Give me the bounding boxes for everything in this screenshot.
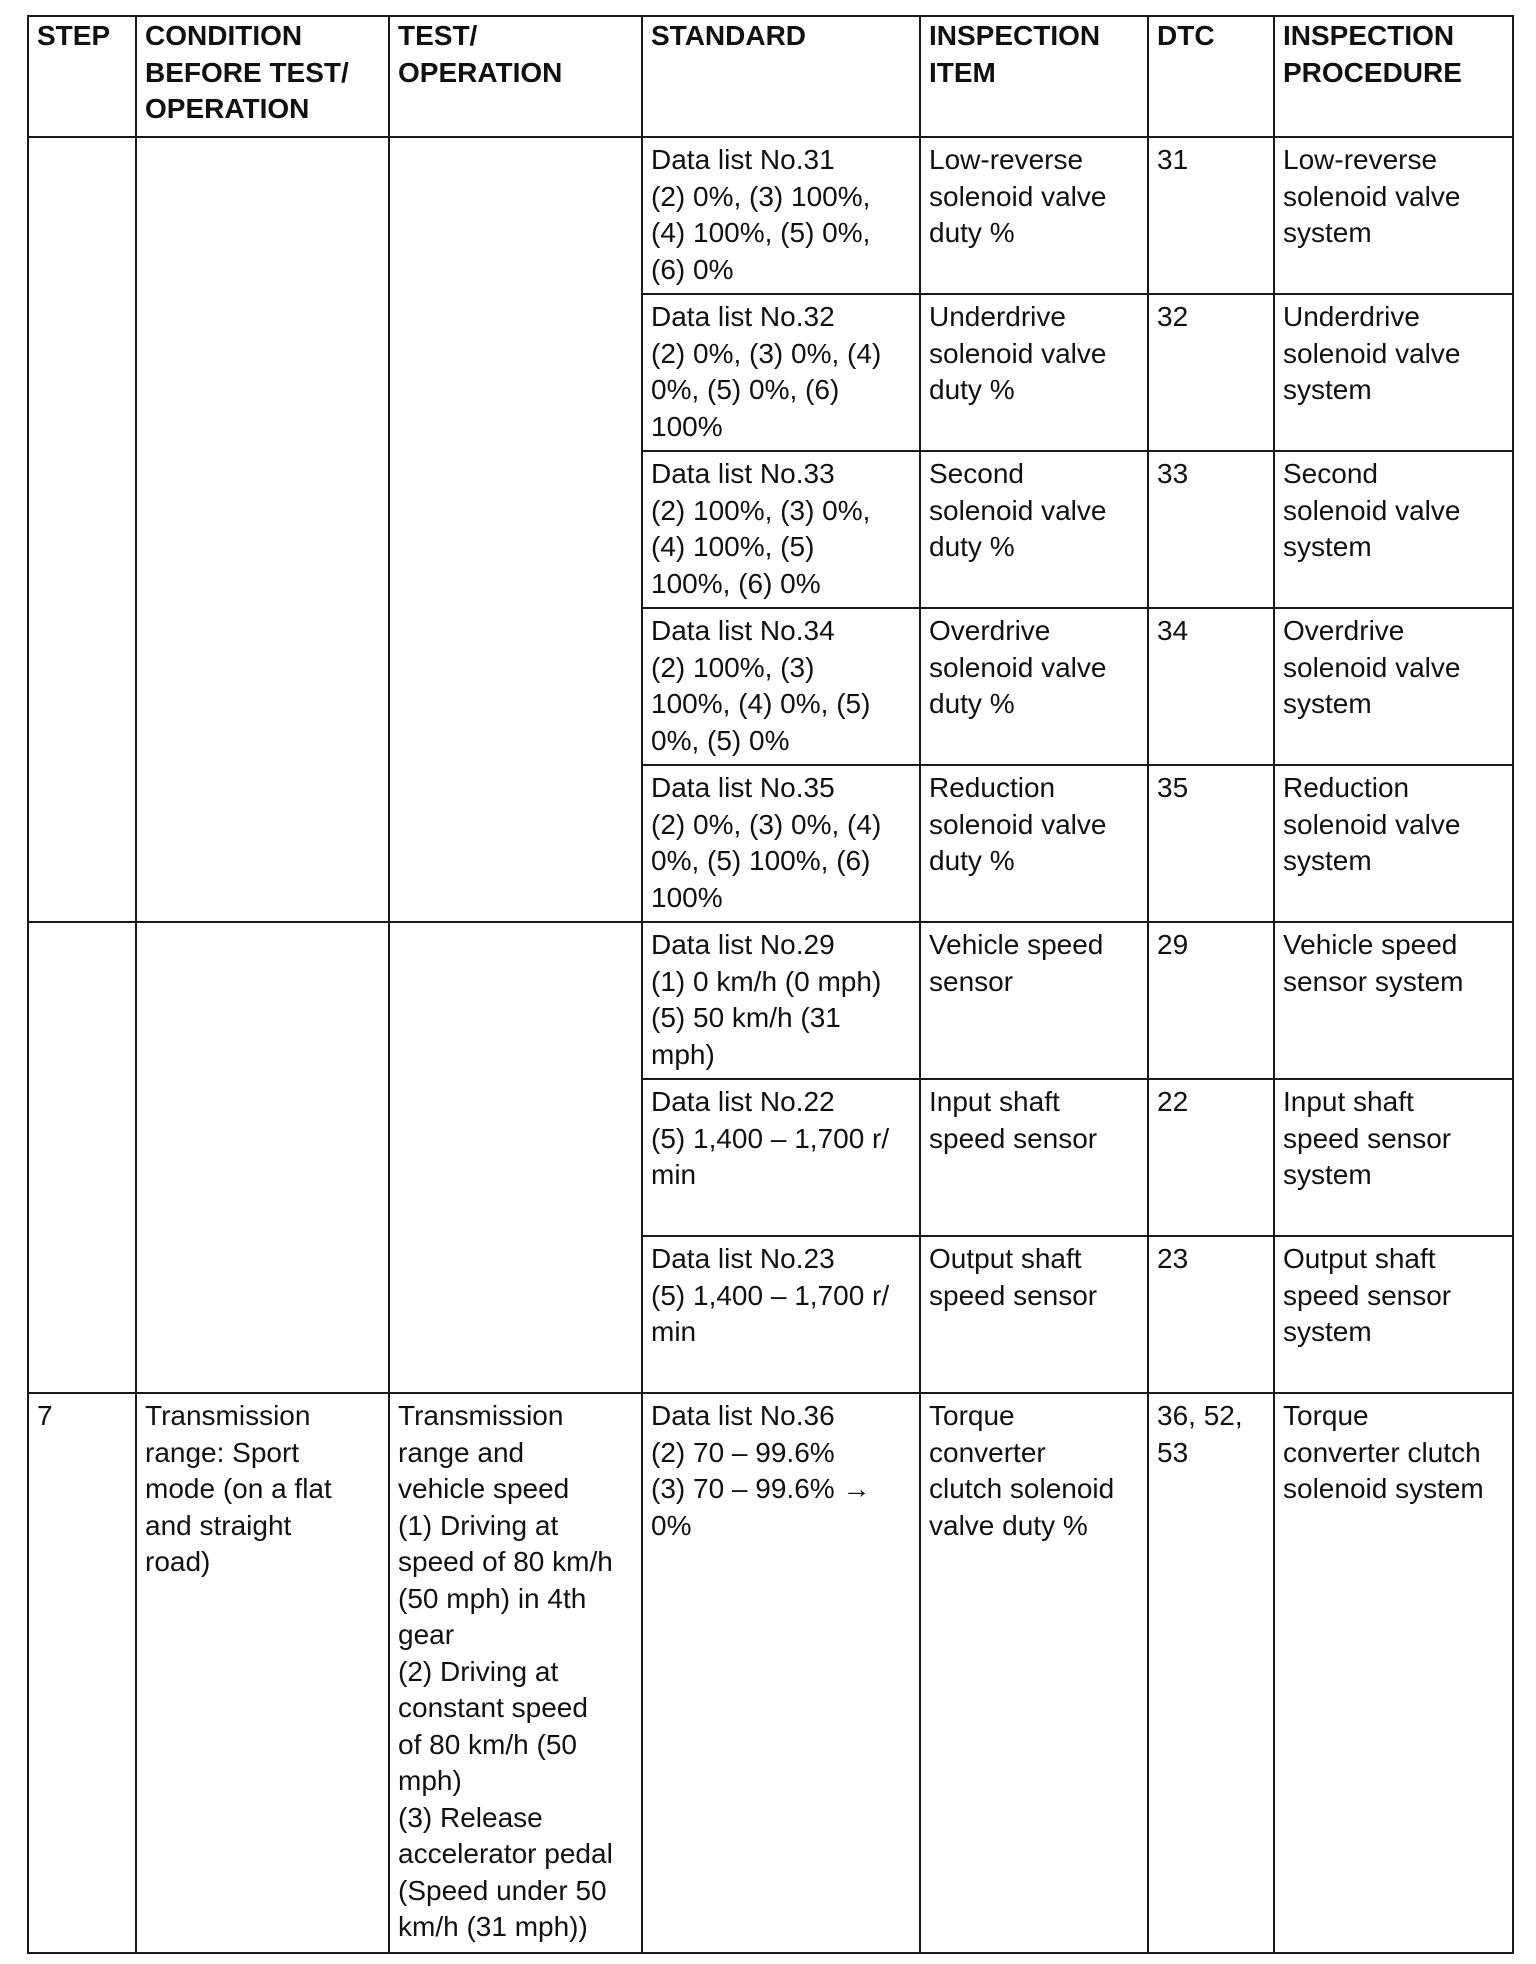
inspection-procedure-cell: Second solenoid valve system [1274, 451, 1513, 608]
dtc-cell: 33 [1148, 451, 1274, 608]
header-inspection-procedure: INSPECTION PROCEDURE [1274, 16, 1513, 137]
table-row [28, 137, 1513, 294]
test-operation-cell: Transmission range and vehicle speed (1) Driving at speed of 80 km/h (50 mph) in 4th gear (2) Driving at constant speed of 80 km/h (50 mph) (3) Release accelerator pedal (Speed under 50 km/h (31 mph)) [389, 1393, 642, 1953]
standard-cell: Data list No.23 (5) 1,400 – 1,700 r/ min [642, 1236, 920, 1393]
inspection-procedure-cell: Underdrive solenoid valve system [1274, 294, 1513, 451]
dtc-cell: 35 [1148, 765, 1274, 922]
dtc-cell: 31 [1148, 137, 1274, 294]
dtc-cell: 36, 52, 53 [1148, 1393, 1274, 1953]
standard-cell: Data list No.35 (2) 0%, (3) 0%, (4) 0%, (5) 100%, (6) 100% [642, 765, 920, 922]
condition-cell [136, 137, 389, 922]
inspection-procedure-cell: Input shaft speed sensor system [1274, 1079, 1513, 1236]
header-condition: CONDITION BEFORE TEST/ OPERATION [136, 16, 389, 137]
standard-cell: Data list No.29 (1) 0 km/h (0 mph) (5) 50 km/h (31 mph) [642, 922, 920, 1079]
inspection-table-page [27, 15, 1512, 1954]
step-cell: 7 [28, 1393, 136, 1953]
table-row [28, 922, 1513, 1079]
inspection-item-cell: Underdrive solenoid valve duty % [920, 294, 1148, 451]
standard-cell: Data list No.31 (2) 0%, (3) 100%, (4) 100%, (5) 0%, (6) 0% [642, 137, 920, 294]
header-test-operation: TEST/ OPERATION [389, 16, 642, 137]
inspection-item-cell: Overdrive solenoid valve duty % [920, 608, 1148, 765]
inspection-item-cell: Second solenoid valve duty % [920, 451, 1148, 608]
inspection-procedure-cell: Overdrive solenoid valve system [1274, 608, 1513, 765]
standard-cell: Data list No.22 (5) 1,400 – 1,700 r/ min [642, 1079, 920, 1236]
standard-cell: Data list No.33 (2) 100%, (3) 0%, (4) 100%, (5) 100%, (6) 0% [642, 451, 920, 608]
header-step: STEP [28, 16, 136, 137]
inspection-procedure-cell: Reduction solenoid valve system [1274, 765, 1513, 922]
inspection-procedure-cell: Output shaft speed sensor system [1274, 1236, 1513, 1393]
inspection-table [27, 15, 1514, 1954]
inspection-item-cell: Torque converter clutch solenoid valve duty % [920, 1393, 1148, 1953]
header-dtc: DTC [1148, 16, 1274, 137]
table-row [28, 1393, 1513, 1953]
standard-cell: Data list No.32 (2) 0%, (3) 0%, (4) 0%, (5) 0%, (6) 100% [642, 294, 920, 451]
inspection-item-cell: Vehicle speed sensor [920, 922, 1148, 1079]
inspection-item-cell: Low-reverse solenoid valve duty % [920, 137, 1148, 294]
inspection-procedure-cell: Vehicle speed sensor system [1274, 922, 1513, 1079]
test-operation-cell [389, 137, 642, 922]
dtc-cell: 32 [1148, 294, 1274, 451]
step-cell [28, 922, 136, 1393]
inspection-procedure-cell: Low-reverse solenoid valve system [1274, 137, 1513, 294]
inspection-procedure-cell: Torque converter clutch solenoid system [1274, 1393, 1513, 1953]
test-operation-cell [389, 922, 642, 1393]
step-cell [28, 137, 136, 922]
dtc-cell: 22 [1148, 1079, 1274, 1236]
inspection-item-cell: Input shaft speed sensor [920, 1079, 1148, 1236]
standard-cell: Data list No.34 (2) 100%, (3) 100%, (4) 0%, (5) 0%, (5) 0% [642, 608, 920, 765]
standard-cell: Data list No.36 (2) 70 – 99.6% (3) 70 – 99.6% → 0% [642, 1393, 920, 1953]
dtc-cell: 23 [1148, 1236, 1274, 1393]
header-inspection-item: INSPECTION ITEM [920, 16, 1148, 137]
dtc-cell: 34 [1148, 608, 1274, 765]
condition-cell: Transmission range: Sport mode (on a flat and straight road) [136, 1393, 389, 1953]
condition-cell [136, 922, 389, 1393]
header-standard: STANDARD [642, 16, 920, 137]
dtc-cell: 29 [1148, 922, 1274, 1079]
inspection-item-cell: Reduction solenoid valve duty % [920, 765, 1148, 922]
inspection-item-cell: Output shaft speed sensor [920, 1236, 1148, 1393]
table-header-row [28, 16, 1513, 137]
